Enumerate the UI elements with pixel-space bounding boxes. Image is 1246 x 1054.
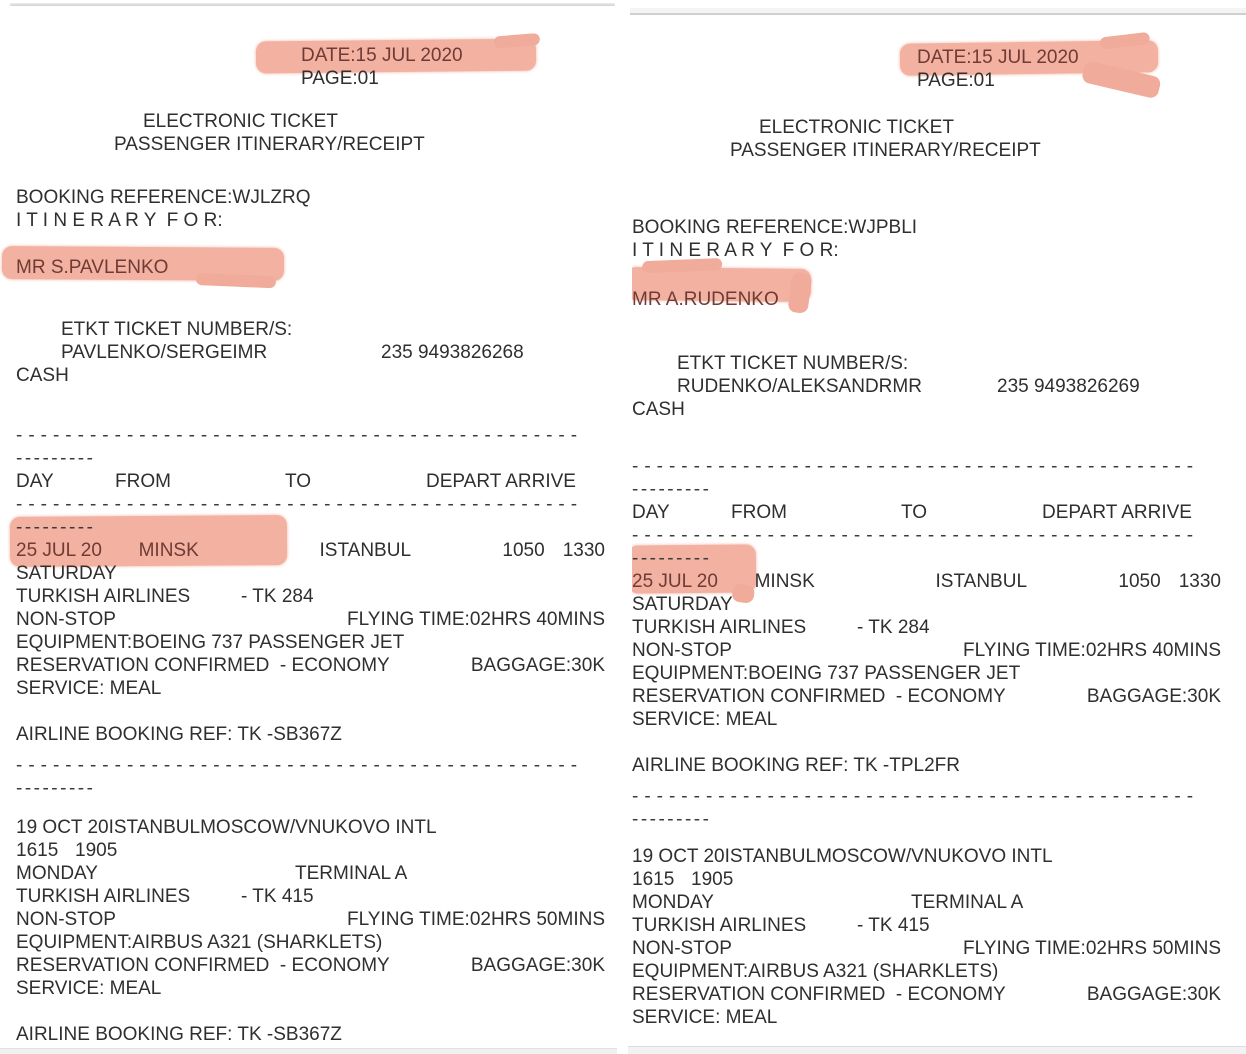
reservation-status: RESERVATION CONFIRMED - ECONOMY bbox=[16, 955, 390, 976]
divider-dashes-short: --------- bbox=[632, 548, 712, 569]
flight-number: - TK 415 bbox=[857, 915, 930, 936]
stops: NON-STOP bbox=[632, 938, 732, 959]
page-line: PAGE:01 bbox=[301, 68, 379, 89]
divider-dashes: ---------------------------------------------- bbox=[632, 525, 1200, 546]
equipment: EQUIPMENT:AIRBUS A321 (SHARKLETS) bbox=[16, 932, 383, 953]
flight-day-row bbox=[16, 862, 605, 885]
divider-dashes-short: --------- bbox=[16, 517, 96, 538]
flight-day: SATURDAY bbox=[16, 563, 117, 584]
flight-day: SATURDAY bbox=[632, 594, 733, 615]
itinerary-table-header bbox=[632, 501, 1221, 524]
flight-arrive: 1905 bbox=[75, 840, 118, 861]
airline-booking-ref: AIRLINE BOOKING REF: TK -SB367Z bbox=[16, 724, 342, 745]
date-line: DATE:15 JUL 2020 bbox=[301, 45, 463, 66]
airline-name: TURKISH AIRLINES bbox=[632, 915, 807, 936]
ticket-holder: RUDENKO/ALEKSANDRMR bbox=[677, 376, 922, 397]
payment-method: CASH bbox=[16, 365, 69, 386]
equipment: EQUIPMENT:AIRBUS A321 (SHARKLETS) bbox=[632, 961, 999, 982]
baggage-allowance: BAGGAGE:30K bbox=[1086, 686, 1221, 707]
airline-row bbox=[16, 885, 605, 908]
service: SERVICE: MEAL bbox=[632, 1007, 778, 1028]
flight-to: ISTANBUL bbox=[935, 571, 1028, 592]
airline-row bbox=[632, 914, 1221, 937]
etkt-label: ETKT TICKET NUMBER/S: bbox=[61, 319, 293, 340]
flight-times-row bbox=[16, 839, 605, 862]
itinerary-table-header bbox=[16, 470, 605, 493]
terminal: TERMINAL A bbox=[295, 863, 408, 884]
stops-row bbox=[632, 937, 1221, 960]
flight-depart: 1050 bbox=[502, 540, 545, 561]
col-header-depart-arrive: DEPART ARRIVE bbox=[426, 471, 576, 492]
col-header-to: TO bbox=[285, 471, 312, 492]
baggage-allowance: BAGGAGE:30K bbox=[1086, 984, 1221, 1005]
screen-edge-bar-bottom-left bbox=[0, 1048, 617, 1054]
divider-dashes-short: --------- bbox=[632, 479, 712, 500]
flight-number: - TK 415 bbox=[241, 886, 314, 907]
doc-title-line1: ELECTRONIC TICKET bbox=[759, 117, 954, 138]
flight-depart: 1050 bbox=[1118, 571, 1161, 592]
flight-depart: 1615 bbox=[16, 840, 59, 861]
airline-row bbox=[16, 585, 605, 608]
flight-date: 25 JUL 20 bbox=[632, 571, 718, 592]
flight-row bbox=[16, 816, 605, 839]
doc-title-line2: PASSENGER ITINERARY/RECEIPT bbox=[114, 134, 425, 155]
flight-number: - TK 284 bbox=[241, 586, 314, 607]
page-line: PAGE:01 bbox=[917, 70, 995, 91]
equipment: EQUIPMENT:BOEING 737 PASSENGER JET bbox=[16, 632, 405, 653]
ticket-holder: PAVLENKO/SERGEIMR bbox=[61, 342, 268, 363]
payment-method: CASH bbox=[632, 399, 685, 420]
flight-date: 19 OCT 20 bbox=[16, 817, 109, 838]
equipment: EQUIPMENT:BOEING 737 PASSENGER JET bbox=[632, 663, 1021, 684]
flying-time: FLYING TIME:02HRS 40MINS bbox=[347, 609, 605, 630]
divider-dashes: ---------------------------------------------- bbox=[632, 456, 1200, 477]
flight-row bbox=[632, 845, 1221, 868]
flight-number: - TK 284 bbox=[857, 617, 930, 638]
flight-arrive: 1330 bbox=[1178, 571, 1222, 592]
terminal: TERMINAL A bbox=[911, 892, 1024, 913]
airline-name: TURKISH AIRLINES bbox=[16, 586, 191, 607]
screen-edge-bar-top-left bbox=[10, 3, 615, 6]
flight-from: MINSK bbox=[138, 540, 199, 561]
booking-reference: BOOKING REFERENCE:WJPBLI bbox=[632, 217, 918, 238]
flight-from: ISTANBUL bbox=[724, 846, 817, 867]
divider-dashes: ---------------------------------------------- bbox=[16, 494, 584, 515]
divider-dashes-short: --------- bbox=[16, 778, 96, 799]
airline-booking-ref: AIRLINE BOOKING REF: TK -SB367Z bbox=[16, 1024, 342, 1045]
reservation-row bbox=[16, 654, 605, 677]
service: SERVICE: MEAL bbox=[632, 709, 778, 730]
reservation-row bbox=[632, 685, 1221, 708]
date-line: DATE:15 JUL 2020 bbox=[917, 47, 1079, 68]
ticket-number: 235 9493826268 bbox=[381, 342, 524, 363]
baggage-allowance: BAGGAGE:30K bbox=[470, 655, 605, 676]
stops: NON-STOP bbox=[16, 609, 116, 630]
flight-day-row bbox=[632, 891, 1221, 914]
flight-arrive: 1330 bbox=[562, 540, 606, 561]
reservation-status: RESERVATION CONFIRMED - ECONOMY bbox=[632, 984, 1006, 1005]
airline-name: TURKISH AIRLINES bbox=[16, 886, 191, 907]
screen-edge-bar-top-right bbox=[630, 8, 1246, 15]
passenger-name: MR A.RUDENKO bbox=[632, 289, 779, 310]
stops: NON-STOP bbox=[632, 640, 732, 661]
col-header-day: DAY bbox=[632, 502, 670, 523]
service: SERVICE: MEAL bbox=[16, 678, 162, 699]
flight-times-row bbox=[632, 868, 1221, 891]
divider-dashes: ---------------------------------------------- bbox=[632, 786, 1200, 807]
airline-row bbox=[632, 616, 1221, 639]
col-header-depart-arrive: DEPART ARRIVE bbox=[1042, 502, 1192, 523]
passenger-name: MR S.PAVLENKO bbox=[16, 257, 169, 278]
col-header-day: DAY bbox=[16, 471, 54, 492]
receipt-pane-right bbox=[632, 0, 1246, 1053]
ticket-number: 235 9493826269 bbox=[997, 376, 1140, 397]
divider-dashes: ---------------------------------------------- bbox=[16, 425, 584, 446]
itinerary-for-label: I T I N E R A R Y F O R: bbox=[16, 210, 223, 231]
flight-row bbox=[16, 539, 605, 562]
flight-from: MINSK bbox=[754, 571, 815, 592]
flight-arrive: 1905 bbox=[691, 869, 734, 890]
baggage-allowance: BAGGAGE:30K bbox=[470, 955, 605, 976]
stops: NON-STOP bbox=[16, 909, 116, 930]
flight-date: 19 OCT 20 bbox=[632, 846, 725, 867]
stops-row bbox=[16, 908, 605, 931]
airline-name: TURKISH AIRLINES bbox=[632, 617, 807, 638]
divider-dashes: ---------------------------------------------- bbox=[16, 755, 584, 776]
etkt-label: ETKT TICKET NUMBER/S: bbox=[677, 353, 909, 374]
airline-booking-ref: AIRLINE BOOKING REF: TK -TPL2FR bbox=[632, 755, 960, 776]
flight-depart: 1615 bbox=[632, 869, 675, 890]
reservation-row bbox=[632, 983, 1221, 1006]
reservation-status: RESERVATION CONFIRMED - ECONOMY bbox=[632, 686, 1006, 707]
col-header-to: TO bbox=[901, 502, 928, 523]
flight-date: 25 JUL 20 bbox=[16, 540, 102, 561]
itinerary-for-label: I T I N E R A R Y F O R: bbox=[632, 240, 839, 261]
divider-dashes-short: --------- bbox=[16, 448, 96, 469]
flight-day: MONDAY bbox=[16, 863, 98, 884]
flight-from: ISTANBUL bbox=[108, 817, 201, 838]
flight-to: MOSCOW/VNUKOVO INTL bbox=[200, 817, 437, 838]
flight-row bbox=[632, 570, 1221, 593]
flight-day: MONDAY bbox=[632, 892, 714, 913]
divider-dashes-short: --------- bbox=[632, 809, 712, 830]
reservation-status: RESERVATION CONFIRMED - ECONOMY bbox=[16, 655, 390, 676]
col-header-from: FROM bbox=[115, 471, 171, 492]
flight-to: ISTANBUL bbox=[319, 540, 412, 561]
flying-time: FLYING TIME:02HRS 40MINS bbox=[963, 640, 1221, 661]
flying-time: FLYING TIME:02HRS 50MINS bbox=[347, 909, 605, 930]
flight-to: MOSCOW/VNUKOVO INTL bbox=[816, 846, 1053, 867]
ticket-number-row bbox=[677, 375, 1246, 398]
reservation-row bbox=[16, 954, 605, 977]
ticket-number-row bbox=[61, 341, 638, 364]
stops-row bbox=[632, 639, 1221, 662]
service: SERVICE: MEAL bbox=[16, 978, 162, 999]
doc-title-line2: PASSENGER ITINERARY/RECEIPT bbox=[730, 140, 1041, 161]
doc-title-line1: ELECTRONIC TICKET bbox=[143, 111, 338, 132]
col-header-from: FROM bbox=[731, 502, 787, 523]
booking-reference: BOOKING REFERENCE:WJLZRQ bbox=[16, 187, 311, 208]
stops-row bbox=[16, 608, 605, 631]
flying-time: FLYING TIME:02HRS 50MINS bbox=[963, 938, 1221, 959]
